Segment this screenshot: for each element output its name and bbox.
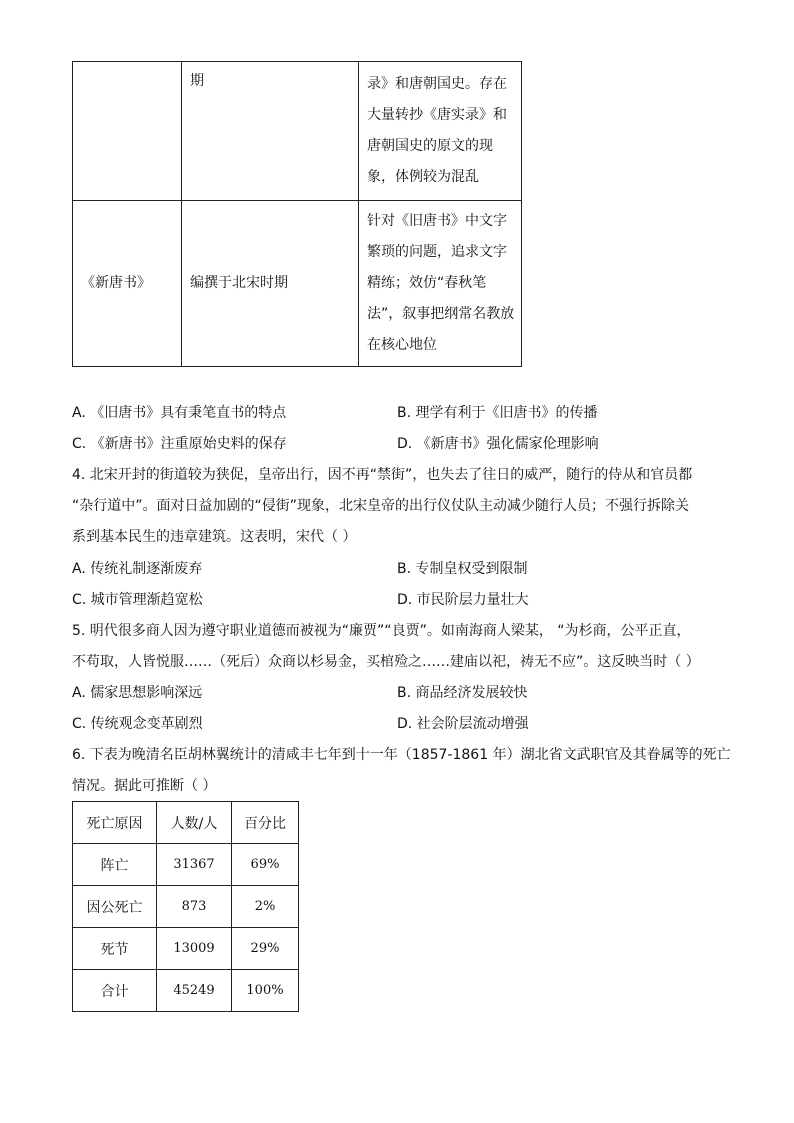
q5-stem-line: 不苟取，人皆悦服……（死后）众商以杉易金，买棺殓之……建庙以祀，祷无不应”。这反映当时（ ） xyxy=(72,654,700,670)
table-header-row xyxy=(73,802,299,844)
q5-option-d: D. 社会阶层流动增强 xyxy=(397,716,529,732)
q4-option-d: D. 市民阶层力量壮大 xyxy=(397,592,529,608)
table-row xyxy=(73,886,299,928)
table-cell xyxy=(359,201,522,367)
cell-line: 法”，叙事把纲常名教放 xyxy=(367,306,515,322)
cell-line: 录》和唐朝国史。存在 xyxy=(367,76,507,92)
q5-stem-line: 5. 明代很多商人因为遵守职业道德而被视为“廉贾”“良贾”。如南海商人梁某， “为杉商，公平正直， xyxy=(72,623,691,639)
table-cell: 45249 xyxy=(157,970,232,1012)
table-cell: 因公死亡 xyxy=(73,886,157,928)
q3-option-a: A. 《旧唐书》具有秉笔直书的特点 xyxy=(72,405,287,421)
table-cell: 873 xyxy=(157,886,232,928)
table-row xyxy=(73,970,299,1012)
q4-stem-line: 4. 北宋开封的街道较为狭促，皇帝出行，因不再“禁街”，也失去了往日的威严，随行的侍从和官员都 xyxy=(72,467,693,483)
q5-option-c: C. 传统观念变革剧烈 xyxy=(72,716,203,732)
table-cell xyxy=(73,62,182,201)
table-row xyxy=(73,928,299,970)
cell-line: 在核心地位 xyxy=(367,337,437,353)
table-cell: 期 xyxy=(182,62,359,201)
table-cell: 编撰于北宋时期 xyxy=(182,201,359,367)
q4-option-c: C. 城市管理渐趋宽松 xyxy=(72,592,203,608)
table-cell: 《新唐书》 xyxy=(73,201,182,367)
q3-option-b: B. 理学有利于《旧唐书》的传播 xyxy=(397,405,598,421)
cell-line: 繁琐的问题，追求文字 xyxy=(367,244,507,260)
table-cell xyxy=(359,62,522,201)
table-cell: 死节 xyxy=(73,928,157,970)
table-cell: 69% xyxy=(232,844,299,886)
history-books-table xyxy=(72,61,522,367)
q4-option-a: A. 传统礼制逐渐废弃 xyxy=(72,561,203,577)
q5-option-a: A. 儒家思想影响深远 xyxy=(72,685,203,701)
q3-option-c: C. 《新唐书》注重原始史料的保存 xyxy=(72,436,287,452)
q5-option-b: B. 商品经济发展较快 xyxy=(397,685,528,701)
table-cell: 31367 xyxy=(157,844,232,886)
table-cell: 合计 xyxy=(73,970,157,1012)
cell-line: 精练；效仿“春秋笔 xyxy=(367,275,487,291)
table-cell: 13009 xyxy=(157,928,232,970)
q3-option-d: D. 《新唐书》强化儒家伦理影响 xyxy=(397,436,599,452)
cell-line: 大量转抄《唐实录》和 xyxy=(367,107,507,123)
table-row xyxy=(73,62,522,201)
table-cell: 阵亡 xyxy=(73,844,157,886)
q4-stem-line: 系到基本民生的违章建筑。这表明，宋代（ ） xyxy=(72,529,357,545)
q4-stem-line: “杂行道中”。面对日益加剧的“侵街”现象，北宋皇帝的出行仪仗队主动减少随行人员；不强行拆除关 xyxy=(72,498,690,514)
column-header: 死亡原因 xyxy=(73,802,157,844)
table-cell: 2% xyxy=(232,886,299,928)
cell-line: 唐朝国史的原文的现 xyxy=(367,138,493,154)
table-cell: 100% xyxy=(232,970,299,1012)
column-header: 人数/人 xyxy=(157,802,232,844)
table-cell: 29% xyxy=(232,928,299,970)
q6-stem-line: 6. 下表为晚清名臣胡林翼统计的清咸丰七年到十一年（1857-1861 年）湖北省文武职官及其眷属等的死亡 xyxy=(72,747,731,763)
death-statistics-table xyxy=(72,801,299,1012)
q6-stem-line: 情况。据此可推断（ ） xyxy=(72,778,217,794)
table-row xyxy=(73,201,522,367)
q4-option-b: B. 专制皇权受到限制 xyxy=(397,561,528,577)
column-header: 百分比 xyxy=(232,802,299,844)
cell-line: 针对《旧唐书》中文字 xyxy=(367,213,507,229)
table-row xyxy=(73,844,299,886)
cell-line: 象，体例较为混乱 xyxy=(367,169,479,185)
